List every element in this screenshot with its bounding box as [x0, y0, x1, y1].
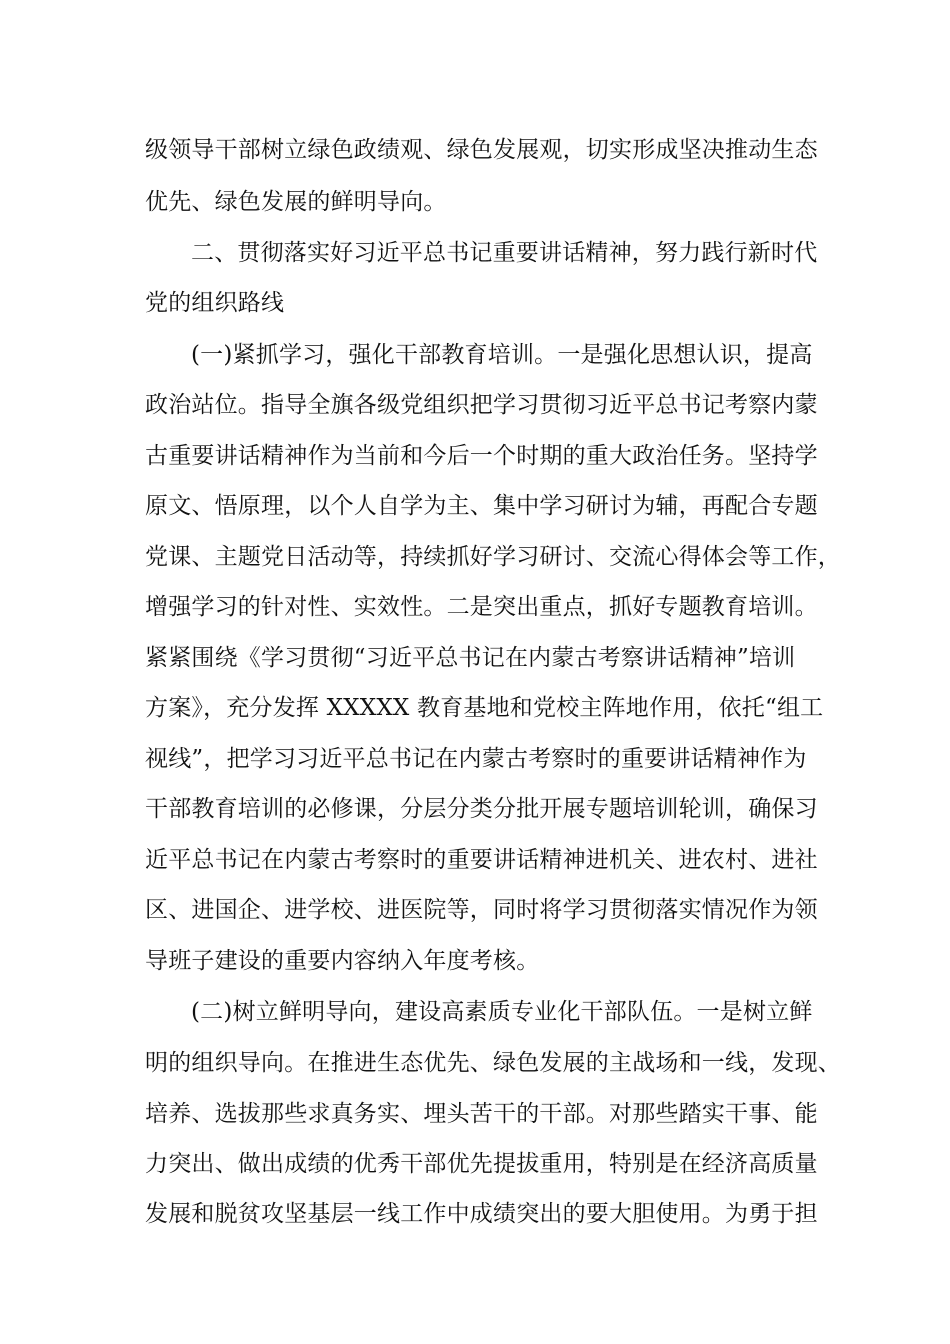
- text-line: 优先、绿色发展的鲜明导向。: [145, 189, 447, 215]
- text-line: 视线”，把学习习近平总书记在内蒙古考察时的重要讲话精神作为: [145, 746, 807, 772]
- text-line: 明的组织导向。在推进生态优先、绿色发展的主战场和一线，发现、: [145, 1050, 841, 1076]
- text-line: 近平总书记在内蒙古考察时的重要讲话精神进机关、进农村、进社: [145, 847, 818, 873]
- text-line: 力突出、做出成绩的优秀干部优先提拔重用，特别是在经济高质量: [145, 1151, 818, 1177]
- text-line: 原文、悟原理，以个人自学为主、集中学习研讨为辅，再配合专题: [145, 493, 818, 519]
- text-line: 党课、主题党日活动等，持续抓好学习研讨、交流心得体会等工作，: [145, 544, 841, 570]
- text-line: 干部教育培训的必修课，分层分类分批开展专题培训轮训，确保习: [145, 796, 818, 822]
- text-line: 政治站位。指导全旗各级党组织把学习贯彻习近平总书记考察内蒙: [145, 392, 818, 418]
- text-line: 古重要讲话精神作为当前和今后一个时期的重大政治任务。坚持学: [145, 443, 818, 469]
- text-line: 培养、选拔那些求真务实、埋头苦干的干部。对那些踏实干事、能: [145, 1101, 818, 1127]
- text-line: 发展和脱贫攻坚基层一线工作中成绩突出的要大胆使用。为勇于担: [145, 1201, 818, 1227]
- text-line: 增强学习的针对性、实效性。二是突出重点，抓好专题教育培训。: [145, 594, 818, 620]
- section-heading-continued: 党的组织路线: [145, 290, 285, 316]
- text-line: 紧紧围绕《学习贯彻“习近平总书记在内蒙古考察讲话精神”培训: [145, 645, 796, 671]
- text-line: 导班子建设的重要内容纳入年度考核。: [145, 948, 540, 974]
- text-line: 区、进国企、进学校、进医院等，同时将学习贯彻落实情况作为领: [145, 897, 818, 923]
- text-line: 方案》，充分发挥 XXXXX 教育基地和党校主阵地作用，依托“组工: [145, 695, 824, 721]
- text-line: 级领导干部树立绿色政绩观、绿色发展观，切实形成坚决推动生态: [145, 137, 818, 163]
- subsection-paragraph-start: (二)树立鲜明导向，建设高素质专业化干部队伍。一是树立鲜: [191, 999, 813, 1025]
- section-heading: 二、贯彻落实好习近平总书记重要讲话精神，努力践行新时代: [191, 240, 818, 266]
- subsection-paragraph-start: (一)紧抓学习，强化干部教育培训。一是强化思想认识，提高: [191, 342, 813, 368]
